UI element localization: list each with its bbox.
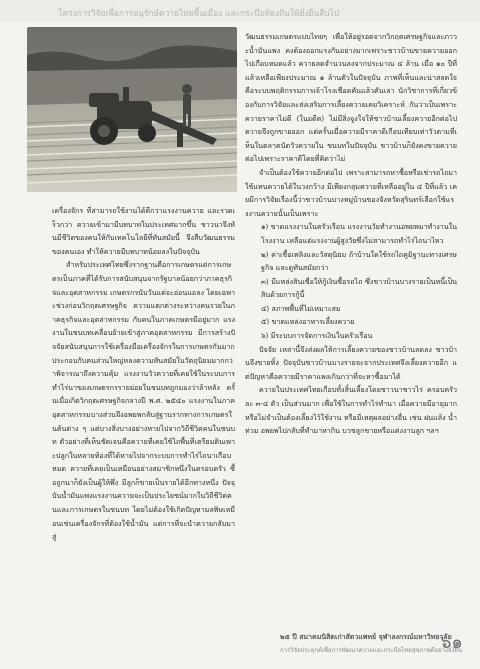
- page-header: [0, 0, 480, 22]
- list-item: ๕) ขาดแหล่งอาหารเลี้ยงควาย: [261, 317, 355, 327]
- left-paragraph-2: สำหรับประเทศไทยซึ่งรากฐานคือการเกษตรแต่การเกษตรเป็นภาคที่ได้รับการสนับสนุนจากรัฐบาลน้อยกว่าภาคธุรกิจและอุตสาหกรรม เกษตรกรนับวันแต่จะอ่อนแอลง โดยเฉพาะช่วงก่อนวิกฤตเศรษฐกิจ ความแตกต่างระหว่างคนรวยในภาคธุรกิจและอุตสาหกรรม กับคนในภาคเกษตรมีอยู่มาก แรงงานในชนบทเคลื่อนย้ายเข้าสู่ภาคอุตสาหกรรม มีการสร้างปัจจัยสนับสนุนการใช้เครื่องมือเครื่องจักรในการเกษตรกันมาก ประกอบกับคนส่วนใหญ่หลงความทันสมัยในวัตถุนิยมมากกว่าพิจารณาถึงความคุ้ม แรงงานวัวควายที่เคยใช้ในระบบการทำไร่นาของเกษตรกรรายย่อยในชนบทถูกมองว่าล้าหลัง ครั้นเมื่อเกิดวิกฤตเศรษฐกิจกลางปี พ.ศ. ๒๕๔๐ แรงงานในภาคอุตสาหกรรมบางส่วนจึงอพยพกลับสู่ฐานรากทางการเกษตรในต้นต่าง ๆ แต่บางสิ่งบางอย่างหายไปจากวิถีชีวิตคนในชนบท ตัวอย่างที่เห็นชัดเจนคือควายที่เคยใช้ไถพื้นที่เตรียมดินเพาะปลูกในหลายท้องที่ได้หายไปจากระบบการทำไร่ไถนาเกือบหมด ควายที่เคยเป็นเหมือนอย่างสมาชิกหนึ่งในครอบครัว ซื้อถูกนาก็ยังเป็นผู้ให้พึ่ง มีลูกก็ขายเป็นรายได้อีกทางหนึ่ง ปัจจุบันน้ำมันแพงแรงงานควายจะเป็นประโยชน์มากในวิถีชีวิตคนและการเกษตรในชนบท โดยไม่ต้องใช้เกิดปัญหามลพิษเหมือนเช่นเครื่องจักรที่ต้องใช้น้ำมัน แต่การที่จะนำควายกลับมาสู่: [52, 260, 235, 542]
- list-item: ๑) ขาดแรงงานในครัวเรือน แรงงานวัยทำงานอพยพมาทำงานในโรงงาน เหลือแต่แรงงานผู้สูงวัยซึ่งไม่สามารถทำไร่ไถนาไหว: [261, 222, 457, 245]
- right-paragraph-2: จำเป็นต้องใช้ควายอีกต่อไป เพราะสามารถหาซื้อหรือเช่ารถไถมาใช้แทนควายได้ในวงกว้าง มีเพียงกลุ่มควายที่เหลืออยู่ใน ๔ ปีที่แล้ว เคยมีการวิจัยเรื่องนี้ว่าชาวบ้านบางหมู่บ้านของจังหวัดสุรินทร์เลือกใช้แรงงานควายนั้นเป็นเพราะ: [245, 167, 457, 218]
- magazine-title: ๒๕ ปี สมาคมนิสิตเก่าสัตวแพทย์ จุฬาลงกรณ์มหาวิทยาลัย: [280, 633, 452, 641]
- right-paragraph-4: ควายในประเทศไทยเกือบทั้งสิ้นเลี้ยงโดยชาวนาชาวไร่ ครอบครัวละ ๓-๔ ตัว เป็นส่วนมาก เพื่อใช้ในการทำไร่ทำนา เมื่อควายมีอายุมากหรือไม่จำเป็นต้องเลี้ยงไว้ใช้งาน หรือมีเหตุผลอย่างอื่น เช่น ฝนแล้ง น้ำท่วม อพยพไปกลับที่ทำมาหากิน บวชลูกชายหรือแต่งงานลูก ฯลฯ: [245, 385, 457, 436]
- list-item: ๔) สภาพพื้นที่ไม่เหมาะสม: [261, 303, 341, 313]
- list-item: ๓) มีแหล่งสินเชื่อให้กู้เงินซื้อรถไถ ซึ่งชาวบ้านบางรายเป็นหนี้เป็นสินด้วยการกู้นี้: [261, 276, 457, 300]
- right-column: [245, 30, 457, 438]
- footer-subtitle: การวิจัยประยุกต์เพื่อการพัฒนาควายและกระบือไทยสุขภาพดีอย่างยั่งยืน: [280, 647, 463, 654]
- left-paragraph-1: เครื่องจักร ที่สามารถใช้งานได้ดีกว่าแรงงานควาย และรวดเร็วกว่า ควายเข้ามามีบทบาทในประเทศมากขึ้น ชาวนาจึงหันมีชีวิตของคนให้กับเทคโนโลยีที่ทันสมัยนี้ จึงสืบวัฒนธรรมของคนเอง ทำให้ควายมีบทบาทน้อยลงในปัจจุบัน: [52, 206, 235, 256]
- running-title: โครงการวิจัยเพื่อการอนุรักษ์ควายไทยพื้นเมือง และกระบือท้องถิ่นให้ยั่งยืนสืบไป: [58, 8, 340, 18]
- right-paragraph-3: ปัจจัย เหล่านี้จึงส่งผลให้การเลี้ยงควายของชาวบ้านลดลง ชาวบ้านจึงขายทิ้ง ปัจจุบันชาวบ้านบางรายจะจากประเทศจึงเลี้ยงควายอีก แต่ปัญหาคือควายมีราคาแพงเกินกว่าที่จะหาซื้อมาได้: [245, 344, 457, 381]
- plowing-photo: [27, 27, 237, 192]
- page-number: ๖๑: [440, 632, 463, 653]
- list-item: ๖) มีระบบการจัดการเงินในครัวเรือน: [261, 331, 373, 341]
- left-column: [52, 204, 235, 544]
- list-item: ๒) ค่าเชื้อเพลิงและวัสดุนิยม ถ้าบ้านใดใช้รถไถคูมิฐานะทางเศรษฐกิจ และดูทันสมัยกว่า: [261, 249, 457, 273]
- right-paragraph-1: วัฒนธรรมเกษตรแบบไทยๆ เพื่อให้อยู่รอดจากวิกฤตเศรษฐกิจและภาวะน้ำมันแพง คงต้องออกแรงกันอย่างมากเพราะชาวบ้านขายควายออกไปเกือบหมดแล้ว ควายลดจำนวนลงจากประมาณ ๔ ล้าน เมื่อ ๑๐ ปีที่แล้วเหลือเพียงประมาณ ๑ ล้านตัวในปัจจุบัน ภาพที่เห็นและน่าสลดใจ คือระบบพฤติกรรมการเจ้าโรงเชือดคันแล้วคันเล่า นักวิชาการที่เกี่ยวข้องกับการวิจัยและส่งเสริมการเลี้ยงควายเคยวิเคราะห์ กันว่าเป็นเพราะควายราคาไม่ดี (ในอดีต) ไม่มีสิ่งจูงใจให้ชาวบ้านเลี้ยงควายอีกต่อไป ควายจึงถูกขายออก แต่ครั้นเมื่อควายมีราคาดีเกือบเทียบเท่าวัวตามที่เห็นในตลาดนัดวัวควายใน ชนบทในปัจจุบัน ชาวบ้านก็ยังคงขายควายต่อไปเพราะราคาดีโดยที่คิดว่าไม่: [245, 32, 457, 164]
- plowing-field-photo-icon: [27, 27, 237, 192]
